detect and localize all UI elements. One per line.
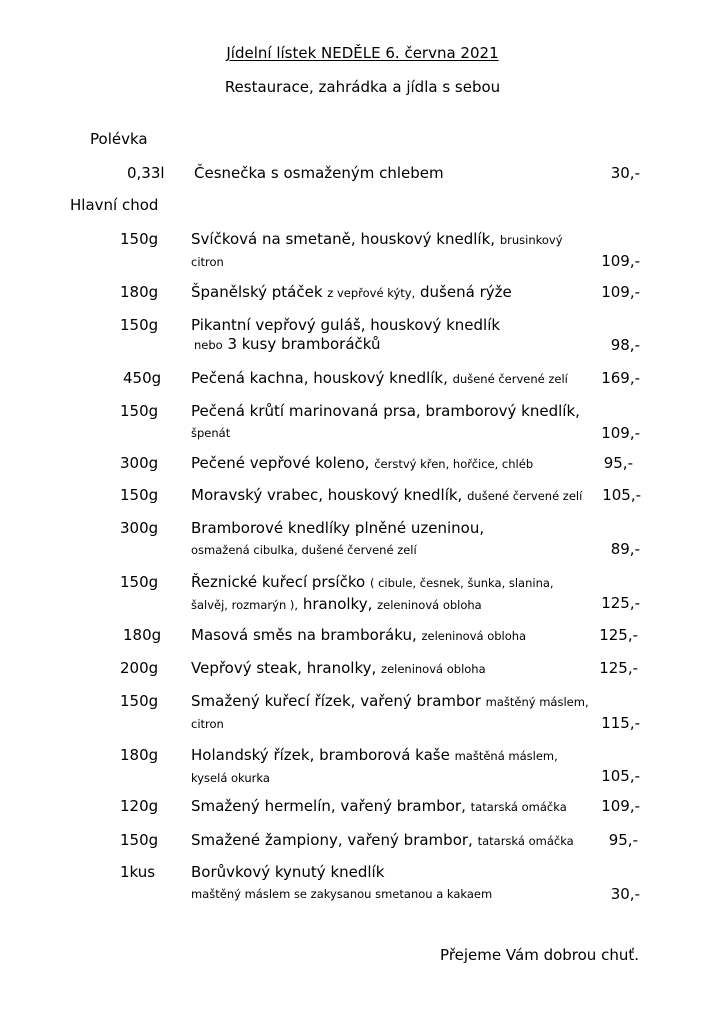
item-quantity: 150g	[120, 230, 159, 248]
menu-subtitle: Restaurace, zahrádka a jídla s sebou	[224, 78, 501, 96]
item-description	[191, 659, 591, 679]
item-quantity: 150g	[120, 402, 159, 420]
item-price: 115,-	[601, 714, 640, 732]
item-description	[191, 369, 591, 389]
item-description	[191, 626, 591, 646]
item-note: brusinkový	[499, 233, 563, 247]
item-description	[191, 831, 591, 851]
item-price: 89,-	[610, 540, 640, 558]
item-price: 30,-	[610, 885, 640, 903]
item-description	[191, 519, 591, 560]
item-description	[191, 692, 591, 734]
item-price: 125,-	[599, 626, 638, 644]
item-price: 125,-	[601, 594, 640, 612]
item-quantity: 300g	[120, 519, 159, 537]
item-name: Borůvkový kynutý knedlík	[191, 863, 385, 881]
item-note: zeleninová obloha	[381, 662, 486, 676]
item-description-line2: špenát	[191, 426, 231, 440]
item-description	[191, 316, 591, 355]
item-description-line2: maštěný máslem se zakysanou smetanou a kakaem	[191, 887, 493, 901]
item-description	[191, 797, 591, 817]
item-quantity: 450g	[123, 369, 162, 387]
item-description	[191, 863, 591, 904]
menu-title: Jídelní lístek NEDĚLE 6. června 2021	[226, 44, 499, 62]
item-description	[191, 746, 591, 788]
item-name: Smažený hermelín, vařený brambor,	[191, 797, 466, 815]
item-price: 169,-	[601, 369, 640, 387]
item-description-line2: citron	[191, 255, 224, 269]
item-description-line2	[191, 593, 591, 615]
item-quantity: 300g	[120, 454, 159, 472]
item-note: dušené červené zelí	[452, 372, 568, 386]
item-description	[191, 486, 591, 506]
item-note: nebo	[194, 338, 223, 352]
item-name: Pečené vepřové koleno,	[191, 454, 370, 472]
section-heading-main: Hlavní chod	[70, 196, 159, 214]
item-name: Vepřový steak, hranolky,	[191, 659, 377, 677]
section-heading-soup: Polévka	[90, 130, 148, 148]
item-note: tatarská omáčka	[470, 800, 567, 814]
item-name: Řeznické kuřecí prsíčko	[191, 573, 366, 591]
item-price: 95,-	[608, 831, 638, 849]
item-price: 109,-	[601, 283, 640, 301]
item-name: Holandský řízek, bramborová kaše	[191, 746, 450, 764]
item-note: tatarská omáčka	[477, 834, 574, 848]
item-description	[191, 573, 591, 615]
item-quantity: 180g	[120, 283, 159, 301]
item-quantity: 180g	[123, 626, 162, 644]
item-name: Masová směs na bramboráku,	[191, 626, 417, 644]
item-name-continued: hranolky,	[302, 595, 373, 613]
item-note: z vepřové kýty,	[327, 286, 416, 300]
item-quantity: 0,33l	[127, 164, 165, 182]
item-quantity: 150g	[120, 692, 159, 710]
item-name: Pikantní vepřový guláš, houskový knedlík	[191, 316, 501, 334]
item-price: 30,-	[610, 164, 640, 182]
item-name: Moravský vrabec, houskový knedlík,	[191, 486, 463, 504]
item-price: 98,-	[610, 336, 640, 354]
item-quantity: 150g	[120, 486, 159, 504]
item-name-continued: 3 kusy bramboráčků	[227, 335, 381, 353]
item-description-line2: kyselá okurka	[191, 771, 270, 785]
item-name-continued: dušená rýže	[420, 283, 512, 301]
item-price: 105,-	[602, 486, 641, 504]
item-side-note: zeleninová obloha	[377, 598, 482, 612]
item-quantity: 180g	[120, 746, 159, 764]
item-name: Španělský ptáček	[191, 283, 323, 301]
item-description	[191, 454, 591, 474]
item-name: Česnečka s osmaženým chlebem	[194, 164, 444, 182]
item-note: ( cibule, česnek, šunka, slanina,	[369, 576, 554, 590]
item-quantity: 150g	[120, 573, 159, 591]
item-note: maštěná máslem,	[454, 749, 558, 763]
item-price: 105,-	[601, 767, 640, 785]
item-price: 109,-	[601, 252, 640, 270]
item-description-line2: citron	[191, 717, 224, 731]
item-price: 109,-	[601, 424, 640, 442]
item-quantity: 200g	[120, 659, 159, 677]
closing-wish: Přejeme Vám dobrou chuť.	[440, 946, 639, 964]
item-name: Smažené žampiony, vařený brambor,	[191, 831, 473, 849]
item-quantity: 120g	[120, 797, 159, 815]
item-description-line2	[191, 335, 591, 355]
item-description	[191, 283, 591, 303]
item-name: Svíčková na smetaně, houskový knedlík,	[191, 230, 496, 248]
item-name: Smažený kuřecí řízek, vařený brambor	[191, 692, 481, 710]
item-quantity: 150g	[120, 831, 159, 849]
item-note: čerstvý křen, hořčice, chléb	[374, 457, 534, 471]
item-name: Bramborové knedlíky plněné uzeninou,	[191, 519, 485, 537]
item-name: Pečená krůtí marinovaná prsa, bramborový knedlík,	[191, 402, 580, 420]
item-note: zeleninová obloha	[421, 629, 527, 643]
item-price: 95,-	[603, 454, 633, 472]
item-description-line2: osmažená cibulka, dušené červené zelí	[191, 543, 417, 557]
item-description	[191, 230, 591, 272]
item-price: 109,-	[601, 797, 640, 815]
item-description	[191, 402, 591, 443]
item-note: maštěný máslem,	[485, 695, 589, 709]
item-price: 125,-	[599, 659, 638, 677]
item-note-continued: šalvěj, rozmarýn ),	[191, 598, 299, 612]
item-quantity: 150g	[120, 316, 159, 334]
item-note: dušené červené zelí	[467, 489, 583, 503]
item-quantity: 1kus	[120, 863, 156, 881]
item-name: Pečená kachna, houskový knedlík,	[191, 369, 448, 387]
